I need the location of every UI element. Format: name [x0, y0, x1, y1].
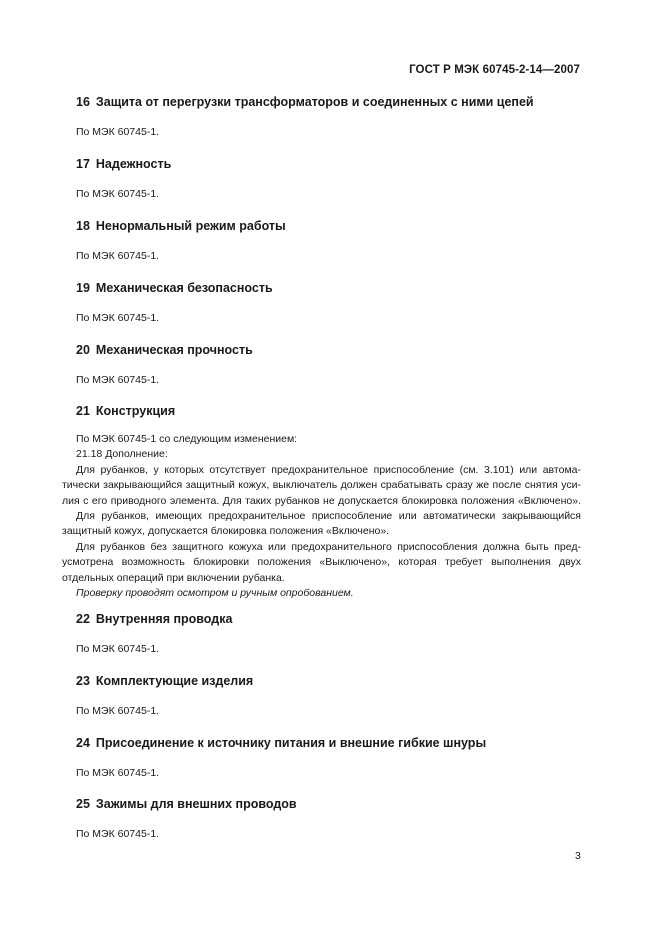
- text-line: Для рубанков, у которых отсутствует предохранительное приспособление (см. 3.101) или автома-: [76, 463, 581, 476]
- section-heading: 23 Комплектующие изделия: [76, 674, 254, 688]
- text-line: тически закрывающийся защитный кожух, выключатель должен срабатывать сразу же после снятия уси-: [62, 479, 581, 492]
- section-body: По МЭК 60745-1.: [76, 767, 160, 779]
- section-body: По МЭК 60745-1.: [76, 126, 160, 138]
- text-line: усмотрена возможность блокировки положения «Выключено», которая требует выполнения двух: [62, 556, 581, 569]
- section-heading: 18 Ненормальный режим работы: [76, 219, 286, 233]
- section-heading: 19 Механическая безопасность: [76, 281, 273, 295]
- section-heading: 22 Внутренняя проводка: [76, 612, 233, 626]
- clause-label: 21.18 Дополнение:: [76, 448, 168, 461]
- section-body: По МЭК 60745-1.: [76, 188, 160, 200]
- section-heading: 16 Защита от перегрузки трансформаторов и соединенных с ними цепей: [76, 95, 534, 109]
- section-body: По МЭК 60745-1.: [76, 374, 160, 386]
- section-body: По МЭК 60745-1.: [76, 250, 160, 262]
- section-heading: 20 Механическая прочность: [76, 343, 253, 357]
- text-line: Для рубанков, имеющих предохранительное приспособление или автоматически закрывающийся: [76, 510, 581, 523]
- section-body: По МЭК 60745-1.: [76, 828, 160, 840]
- section-heading: 25 Зажимы для внешних проводов: [76, 797, 297, 811]
- text-line: Для рубанков без защитного кожуха или предохранительного приспособления должна быть пред-: [76, 540, 581, 553]
- section-21-body: [62, 432, 581, 601]
- text-line: защитный кожух, допускается блокировка положения «Включено».: [62, 525, 390, 538]
- section-body: По МЭК 60745-1.: [76, 312, 160, 324]
- check-note: Проверку проводят осмотром и ручным опробованием.: [76, 587, 354, 600]
- section-heading: 24 Присоединение к источнику питания и внешние гибкие шнуры: [76, 736, 487, 750]
- text-line: отдельных операций при включении рубанка.: [62, 571, 285, 584]
- text-line: лия с его приводного элемента. Для таких рубанков не допускается блокировка положения «Включено».: [62, 494, 581, 507]
- section-21-intro: По МЭК 60745-1 со следующим изменением:: [76, 433, 298, 445]
- section-heading: 21 Конструкция: [76, 404, 176, 418]
- document-header: ГОСТ Р МЭК 60745-2-14—2007: [409, 64, 580, 76]
- page-number: 3: [575, 850, 581, 862]
- section-body: По МЭК 60745-1.: [76, 643, 160, 655]
- section-heading: 17 Надежность: [76, 157, 172, 171]
- section-body: По МЭК 60745-1.: [76, 705, 160, 717]
